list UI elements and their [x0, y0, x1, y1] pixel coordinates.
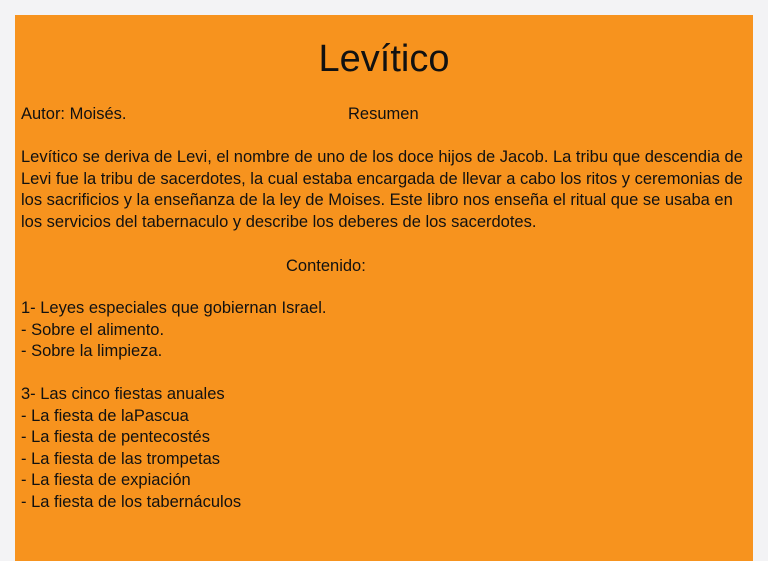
list-item: 1- Leyes especiales que gobiernan Israel. — [21, 299, 327, 317]
list-item: - La fiesta de pentecostés — [21, 428, 210, 446]
list-item: - Sobre el alimento. — [21, 320, 165, 339]
list-item: - La fiesta de expiación — [21, 471, 191, 489]
section-1-list — [21, 298, 326, 363]
slide-title: Levítico — [318, 38, 450, 80]
summary-heading: Resumen — [348, 105, 419, 123]
slide — [15, 15, 753, 561]
list-item: - La fiesta de los tabernáculos — [21, 492, 242, 511]
contents-heading: Contenido: — [286, 257, 366, 275]
list-item: 3- Las cinco fiestas anuales — [21, 385, 225, 403]
list-item: - Sobre la limpieza. — [21, 342, 163, 360]
author-line: Autor: Moisés. — [21, 105, 127, 123]
list-item: - La fiesta de las trompetas — [21, 449, 221, 468]
summary-paragraph: Levítico se deriva de Levi, el nombre de uno de los doce hijos de Jacob. La tribu que descendia de Levi fue la tribu de sacerdotes, la cual estaba encargada de llevar a cabo los ritos y ceremonias de los sacrificios y la enseñanza de la ley de Moises. Este libro nos enseña el ritual que se usaba en los servicios del tabernaculo y describe los deberes de los sacerdotes. — [21, 148, 743, 231]
list-item: - La fiesta de laPascua — [21, 406, 189, 425]
section-3-list — [21, 384, 241, 513]
